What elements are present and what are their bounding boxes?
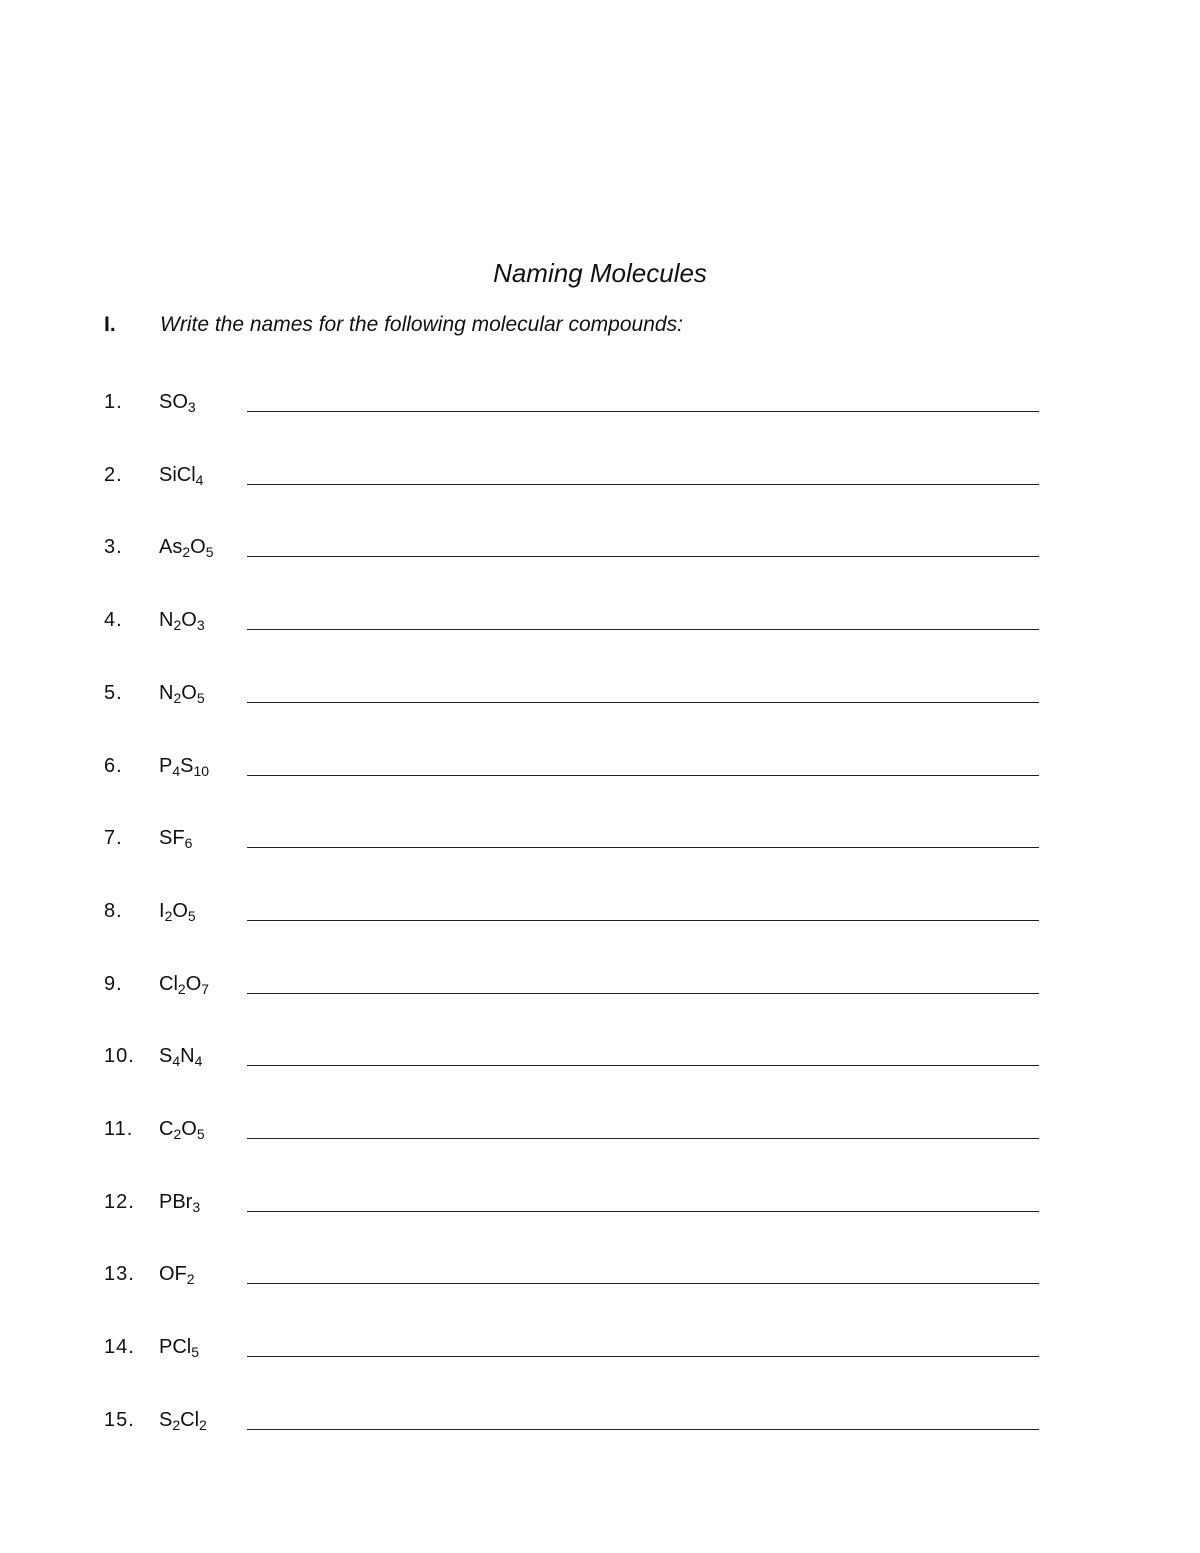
question-number: 11.: [104, 1118, 134, 1140]
formula-subscript: 2: [177, 980, 186, 997]
question-row: [0, 1191, 1200, 1231]
question-number: 6.: [104, 754, 123, 777]
section-instruction: Write the names for the following molecular compounds:: [160, 313, 683, 336]
formula-subscript: 2: [186, 1271, 195, 1288]
chemical-formula: $OF_2$: [159, 1263, 195, 1288]
chemical-formula: PBr$_3$: [159, 1190, 201, 1215]
formula-subscript: 6: [184, 835, 193, 852]
answer-line[interactable]: [247, 1429, 1039, 1430]
question-number: 13.: [104, 1263, 135, 1286]
answer-line[interactable]: [247, 484, 1039, 485]
formula-subscript: 3: [187, 399, 196, 415]
question-number: 12.: [104, 1190, 135, 1213]
question-row: [0, 827, 1200, 867]
chemical-formula: $SO_3$: [159, 391, 196, 415]
question-number: 4.: [104, 609, 123, 632]
question-row: [0, 1336, 1200, 1376]
chemical-formula: $N_2O_5$: [159, 681, 205, 706]
chemical-formula: $Cl_2O_7$: [159, 972, 210, 997]
answer-line[interactable]: [247, 556, 1039, 557]
question-row: [0, 1045, 1200, 1085]
chemical-formula: $N_2O_3$: [159, 609, 205, 634]
answer-line[interactable]: [247, 920, 1039, 921]
question-number: 3.: [104, 536, 123, 559]
formula-subscript: 5: [196, 689, 205, 706]
chemical-formula: SiCl$_4$: [159, 463, 204, 488]
answer-line[interactable]: [247, 1283, 1039, 1284]
answer-line[interactable]: [247, 1356, 1039, 1357]
question-number: 5.: [104, 681, 123, 704]
formula-subscript: 5: [196, 1126, 205, 1142]
question-number: 14.: [104, 1336, 135, 1359]
chemical-formula: $S_2Cl_2$: [159, 1408, 207, 1433]
chemical-formula: $P_4S_{10}$: [159, 754, 210, 779]
question-row: [0, 1263, 1200, 1303]
formula-subscript: 2: [173, 1126, 182, 1142]
formula-subscript: 5: [191, 1344, 200, 1361]
formula-subscript: 4: [194, 1053, 203, 1070]
formula-subscript: 7: [201, 980, 210, 997]
chemical-formula: $I_2O_5$: [159, 899, 196, 924]
question-row: [0, 391, 1200, 431]
section-number: I.: [104, 313, 116, 336]
question-number: 7.: [104, 827, 123, 850]
formula-subscript: 4: [172, 762, 181, 779]
question-row: [0, 973, 1200, 1013]
formula-subscript: 2: [173, 689, 182, 706]
question-row: [0, 682, 1200, 722]
question-row: [0, 609, 1200, 649]
question-row: [0, 1118, 1200, 1158]
question-row: [0, 755, 1200, 795]
question-number: 15.: [104, 1408, 135, 1431]
chemical-formula: $S_4N_4$: [159, 1045, 203, 1070]
formula-subscript: 5: [187, 907, 196, 924]
chemical-formula: PCl$_5$: [159, 1336, 200, 1361]
question-number: 2.: [104, 463, 123, 486]
question-number: 8.: [104, 899, 123, 922]
page-title: Naming Molecules: [493, 258, 707, 288]
question-row: [0, 536, 1200, 576]
formula-subscript: 2: [182, 544, 191, 561]
answer-line[interactable]: [247, 775, 1039, 776]
formula-subscript: 2: [164, 907, 173, 924]
answer-line[interactable]: [247, 993, 1039, 994]
formula-subscript: 4: [195, 471, 204, 488]
answer-line[interactable]: [247, 702, 1039, 703]
formula-subscript: 3: [196, 617, 205, 634]
question-row: [0, 900, 1200, 940]
formula-subscript: 2: [173, 617, 182, 634]
formula-subscript: 10: [193, 762, 210, 779]
question-number: 9.: [104, 972, 123, 995]
question-number: 10.: [104, 1045, 135, 1068]
question-row: [0, 1409, 1200, 1449]
answer-line[interactable]: [247, 1138, 1039, 1139]
answer-line[interactable]: [247, 1065, 1039, 1066]
question-number: 1.: [104, 391, 123, 413]
answer-line[interactable]: [247, 411, 1039, 412]
chemical-formula: $SF_6$: [159, 827, 193, 852]
chemical-formula: $As_2O_5$: [159, 536, 214, 561]
answer-line[interactable]: [247, 847, 1039, 848]
formula-subscript: 5: [205, 544, 214, 561]
question-row: [0, 464, 1200, 504]
chemical-formula: $C_2O_5$: [159, 1118, 205, 1142]
formula-subscript: 4: [172, 1053, 181, 1070]
answer-line[interactable]: [247, 1211, 1039, 1212]
formula-subscript: 3: [192, 1198, 201, 1215]
formula-subscript: 2: [199, 1416, 207, 1433]
formula-subscript: 2: [172, 1416, 181, 1433]
answer-line[interactable]: [247, 629, 1039, 630]
